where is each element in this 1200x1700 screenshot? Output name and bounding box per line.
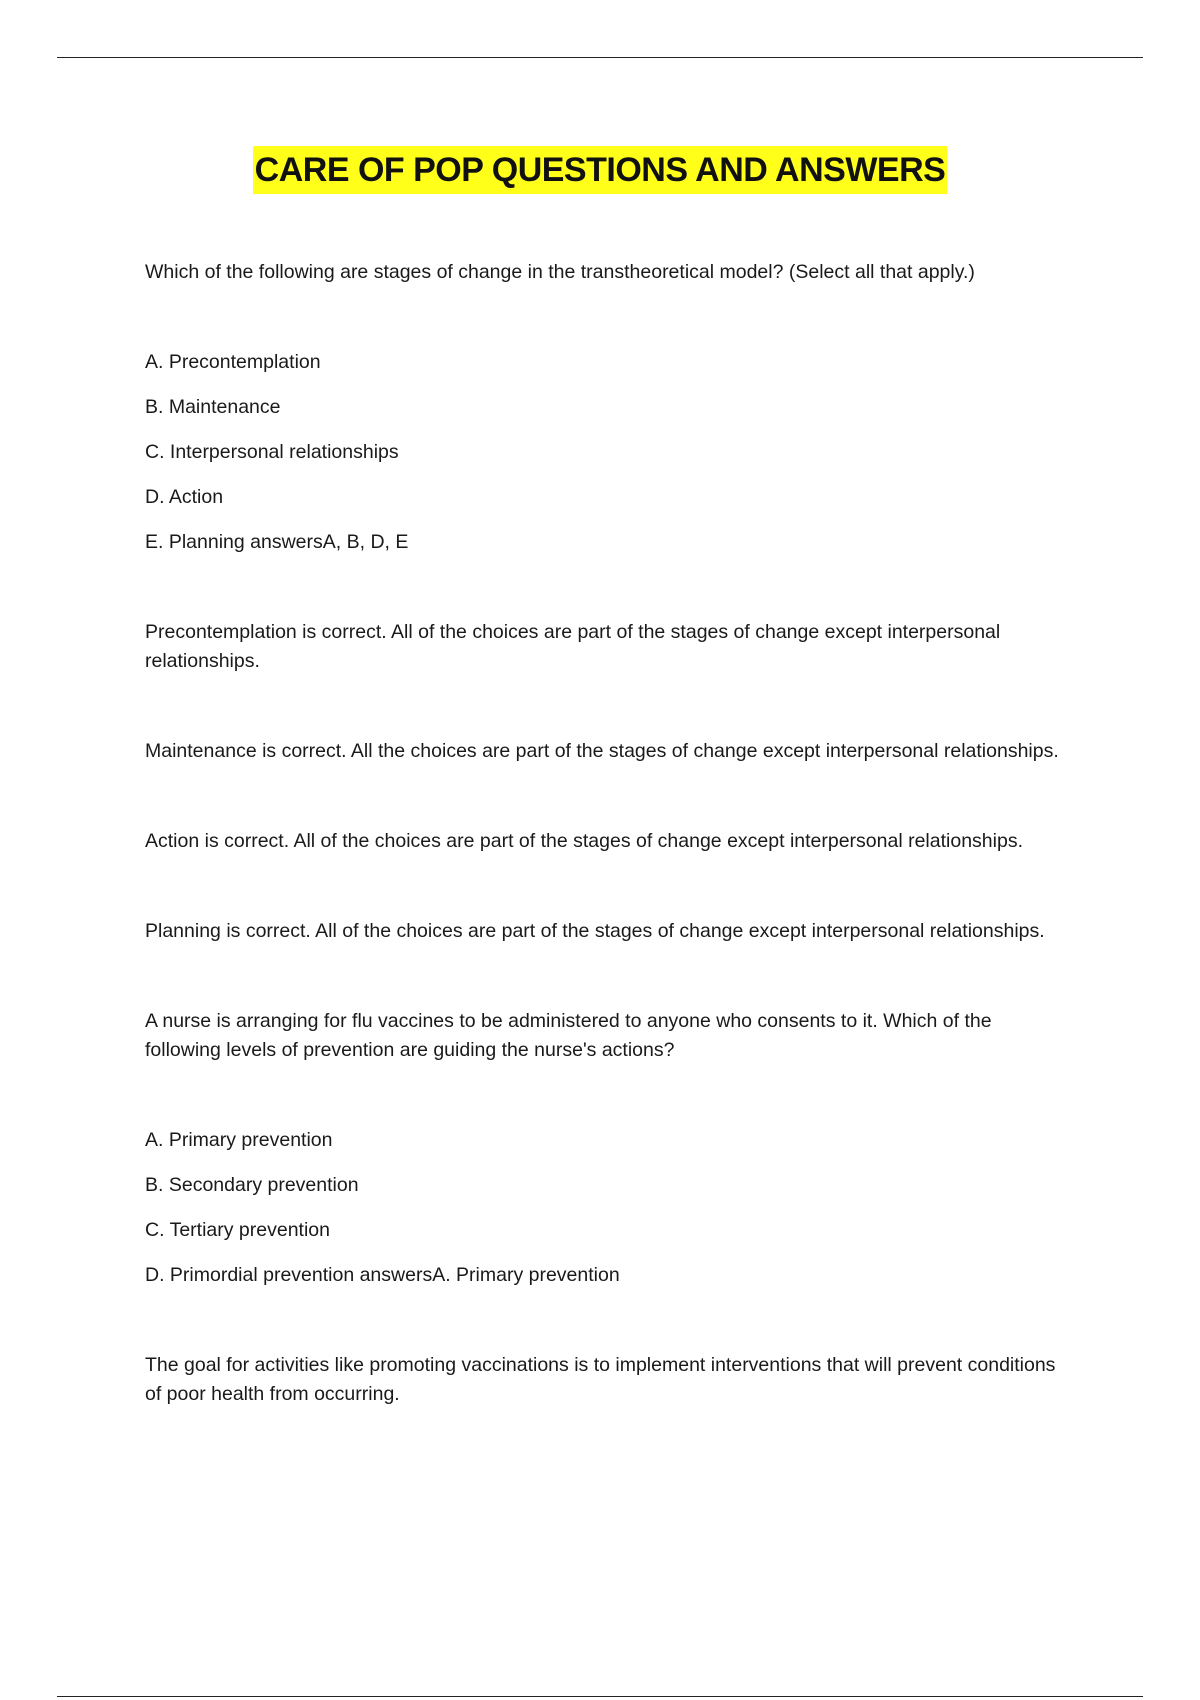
q1-option-d: D. Action bbox=[145, 486, 224, 508]
document-body bbox=[145, 258, 1065, 1409]
q1-option-a: A. Precontemplation bbox=[145, 351, 321, 373]
q2-option-d: D. Primordial prevention answersA. Primary prevention bbox=[145, 1264, 620, 1286]
q1-option-e: E. Planning answersA, B, D, E bbox=[145, 531, 409, 553]
q2-option-c: C. Tertiary prevention bbox=[145, 1219, 330, 1241]
title-wrap bbox=[0, 146, 1200, 194]
q2-explanation: The goal for activities like promoting vaccinations is to implement interventions that will prevent conditions of poor health from occurring. bbox=[145, 1354, 1056, 1405]
q2-option-a: A. Primary prevention bbox=[145, 1129, 333, 1151]
question-2-text: A nurse is arranging for flu vaccines to be administered to anyone who consents to it. Which of the following levels of prevention are guiding the nurse's actions? bbox=[145, 1010, 992, 1061]
q1-explanation-2: Maintenance is correct. All the choices are part of the stages of change except interpersonal relationships. bbox=[145, 740, 1059, 762]
q1-explanation-4: Planning is correct. All of the choices are part of the stages of change except interpersonal relationships. bbox=[145, 920, 1045, 942]
q1-option-c: C. Interpersonal relationships bbox=[145, 441, 399, 463]
page-title: CARE OF POP QUESTIONS AND ANSWERS bbox=[253, 146, 948, 194]
q1-explanation-1: Precontemplation is correct. All of the choices are part of the stages of change except interpersonal relationships. bbox=[145, 621, 1001, 672]
q2-option-b: B. Secondary prevention bbox=[145, 1174, 359, 1196]
q1-option-b: B. Maintenance bbox=[145, 396, 281, 418]
question-1-text: Which of the following are stages of change in the transtheoretical model? (Select all that apply.) bbox=[145, 261, 975, 283]
footer-rule bbox=[57, 1696, 1143, 1697]
q1-explanation-3: Action is correct. All of the choices are part of the stages of change except interpersonal relationships. bbox=[145, 830, 1023, 852]
header-rule bbox=[57, 57, 1143, 58]
